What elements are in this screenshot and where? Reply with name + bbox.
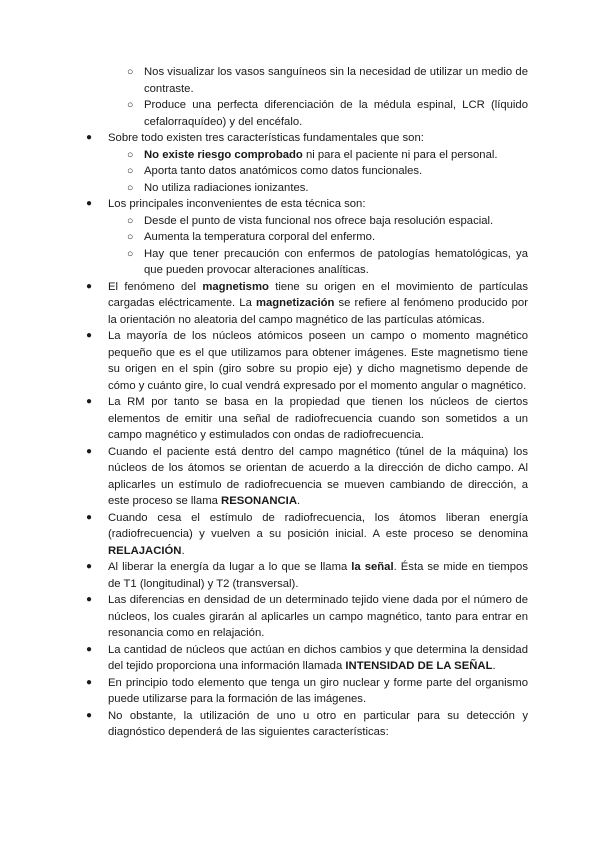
text-run: Cuando cesa el estímulo de radiofrecuencia, los átomos liberan energía (radiofrecuencia) y vuelven a su posición inicial. A este proceso se denomina — [108, 511, 528, 540]
sub-list-item — [0, 147, 600, 164]
list-item — [0, 130, 600, 147]
item-text — [108, 446, 528, 508]
item-text — [108, 396, 528, 441]
text-run: Nos visualizar los vasos sanguíneos sin la necesidad de utilizar un medio de contraste. — [144, 66, 528, 95]
bullet-list — [0, 64, 600, 741]
filled-bullet-icon: ● — [86, 198, 93, 209]
list-item — [0, 196, 600, 213]
list-item — [0, 675, 600, 708]
text-run: Las diferencias en densidad de un determinado tejido viene dada por el número de núcleos, los cuales girarán al aplicarles un campo magnético, tanto para entrar en resonancia como en relajación. — [108, 594, 528, 639]
text-run: Los principales inconvenientes de esta técnica son: — [108, 198, 366, 210]
item-text — [108, 594, 528, 639]
bold-text: INTENSIDAD DE LA SEÑAL — [345, 660, 493, 672]
text-run: Produce una perfecta diferenciación de la médula espinal, LCR (líquido cefalorraquídeo) y del encéfalo. — [144, 99, 528, 128]
sub-list-item — [0, 229, 600, 246]
item-text — [108, 198, 365, 210]
filled-bullet-icon: ● — [86, 676, 93, 688]
list-item — [0, 642, 600, 675]
hollow-bullet-icon: ○ — [127, 231, 134, 243]
item-text — [144, 182, 309, 194]
bold-text: magnetismo — [202, 280, 269, 293]
text-run: En principio todo elemento que tenga un giro nuclear y forme parte del organismo puede utilizarse para la formación de las imágenes. — [108, 676, 528, 705]
text-run: tiene su origen en el movimiento de partículas cargadas eléctricamente. La — [108, 280, 528, 309]
filled-bullet-icon: ● — [86, 511, 93, 523]
item-text — [108, 132, 424, 144]
bold-text: RESONANCIA — [221, 495, 297, 507]
filled-bullet-icon: ● — [86, 643, 93, 655]
hollow-bullet-icon: ○ — [127, 99, 134, 111]
item-text — [144, 231, 375, 243]
text-run: . — [296, 495, 301, 507]
bold-text: RELAJACIÓN — [108, 544, 182, 557]
list-item — [0, 328, 600, 394]
text-run: se refiere al fenómeno producido por la orientación no aleatoria del campo magnético de las partículas atómicas. — [108, 297, 528, 326]
filled-bullet-icon: ● — [86, 280, 93, 292]
filled-bullet-icon: ● — [86, 445, 93, 457]
filled-bullet-icon: ● — [86, 561, 93, 572]
text-run: Sobre todo existen tres características fundamentales que son: — [108, 132, 424, 144]
sub-list-item — [0, 180, 600, 197]
text-run: . — [181, 544, 185, 557]
item-text — [144, 99, 528, 128]
sub-list-item — [0, 163, 600, 180]
bold-text: la señal — [351, 561, 394, 573]
text-run: . Ésta se mide en tiempos de T1 (longitudinal) y T2 (transversal). — [108, 561, 528, 590]
hollow-bullet-icon: ○ — [127, 247, 134, 260]
item-text — [108, 330, 528, 392]
hollow-bullet-icon: ○ — [127, 148, 134, 161]
document-page — [0, 64, 600, 741]
list-item — [0, 394, 600, 444]
item-text — [108, 644, 528, 673]
item-text — [108, 561, 528, 590]
item-text — [108, 512, 528, 557]
filled-bullet-icon: ● — [86, 330, 93, 341]
sub-list-item — [0, 246, 600, 279]
list-item — [0, 444, 600, 510]
text-run: La cantidad de núcleos que actúan en dichos cambios y que determina la densidad del tejido proporciona una información llamada — [108, 643, 528, 672]
list-item — [0, 708, 600, 741]
hollow-bullet-icon: ○ — [127, 66, 134, 78]
text-run: No utiliza radiaciones ionizantes. — [144, 181, 309, 194]
item-text — [108, 677, 528, 706]
filled-bullet-icon: ● — [86, 594, 93, 605]
item-text — [108, 710, 528, 739]
item-text — [144, 149, 498, 161]
item-text — [144, 248, 528, 277]
item-text — [144, 215, 493, 227]
filled-bullet-icon: ● — [86, 396, 93, 407]
text-run: Al liberar la energía da lugar a lo que se llama — [108, 561, 352, 573]
text-run: . — [492, 660, 496, 672]
text-run: El fenómeno del — [108, 280, 203, 293]
list-item — [0, 592, 600, 642]
hollow-bullet-icon: ○ — [127, 165, 134, 177]
text-run: Hay que tener precaución con enfermos de patologías hematológicas, ya que pueden provocar alteraciones analíticas. — [144, 247, 528, 276]
text-run: La mayoría de los núcleos atómicos poseen un campo o momento magnético pequeño que es el que utilizamos para obtener imágenes. Este magnetismo tiene su origen en el spin (giro sobre su propio eje) y dicho magnetismo depende de cómo y cuánto gire, lo cual vendrá expresado por el momento angular o magnético. — [108, 330, 528, 392]
list-item — [0, 279, 600, 329]
text-run: Aumenta la temperatura corporal del enfermo. — [144, 231, 376, 243]
text-run: Desde el punto de vista funcional nos ofrece baja resolución espacial. — [144, 214, 494, 227]
text-run: ni para el paciente ni para el personal. — [302, 148, 498, 161]
sub-list-item — [0, 213, 600, 230]
bold-text: magnetización — [255, 297, 335, 309]
text-run: Cuando el paciente está dentro del campo magnético (túnel de la máquina) los núcleos de los átomos se orientan de acuerdo a la dirección de dicho campo. Al aplicarles un estímulo de radiofrecuencia se mueven cambiando de dirección, a este proceso se llama — [108, 445, 528, 507]
hollow-bullet-icon: ○ — [127, 181, 134, 194]
filled-bullet-icon: ● — [86, 132, 93, 143]
list-item — [0, 559, 600, 592]
hollow-bullet-icon: ○ — [127, 214, 134, 227]
text-run: La RM por tanto se basa en la propiedad que tienen los núcleos de ciertos elementos de emitir una señal de radiofrecuencia cuando son sometidos a un campo magnético y estimulados con ondas de radiofrecuencia. — [108, 396, 528, 441]
sub-list-item — [0, 97, 600, 130]
bold-text: No existe riesgo comprobado — [144, 148, 303, 161]
item-text — [144, 66, 528, 95]
text-run: No obstante, la utilización de uno u otro en particular para su detección y diagnóstico dependerá de las siguientes características: — [108, 709, 528, 738]
item-text — [144, 165, 422, 177]
text-run: Aporta tanto datos anatómicos como datos funcionales. — [144, 165, 423, 177]
filled-bullet-icon: ● — [86, 709, 93, 721]
item-text — [108, 281, 528, 326]
list-item — [0, 510, 600, 560]
sub-list-item — [0, 64, 600, 97]
